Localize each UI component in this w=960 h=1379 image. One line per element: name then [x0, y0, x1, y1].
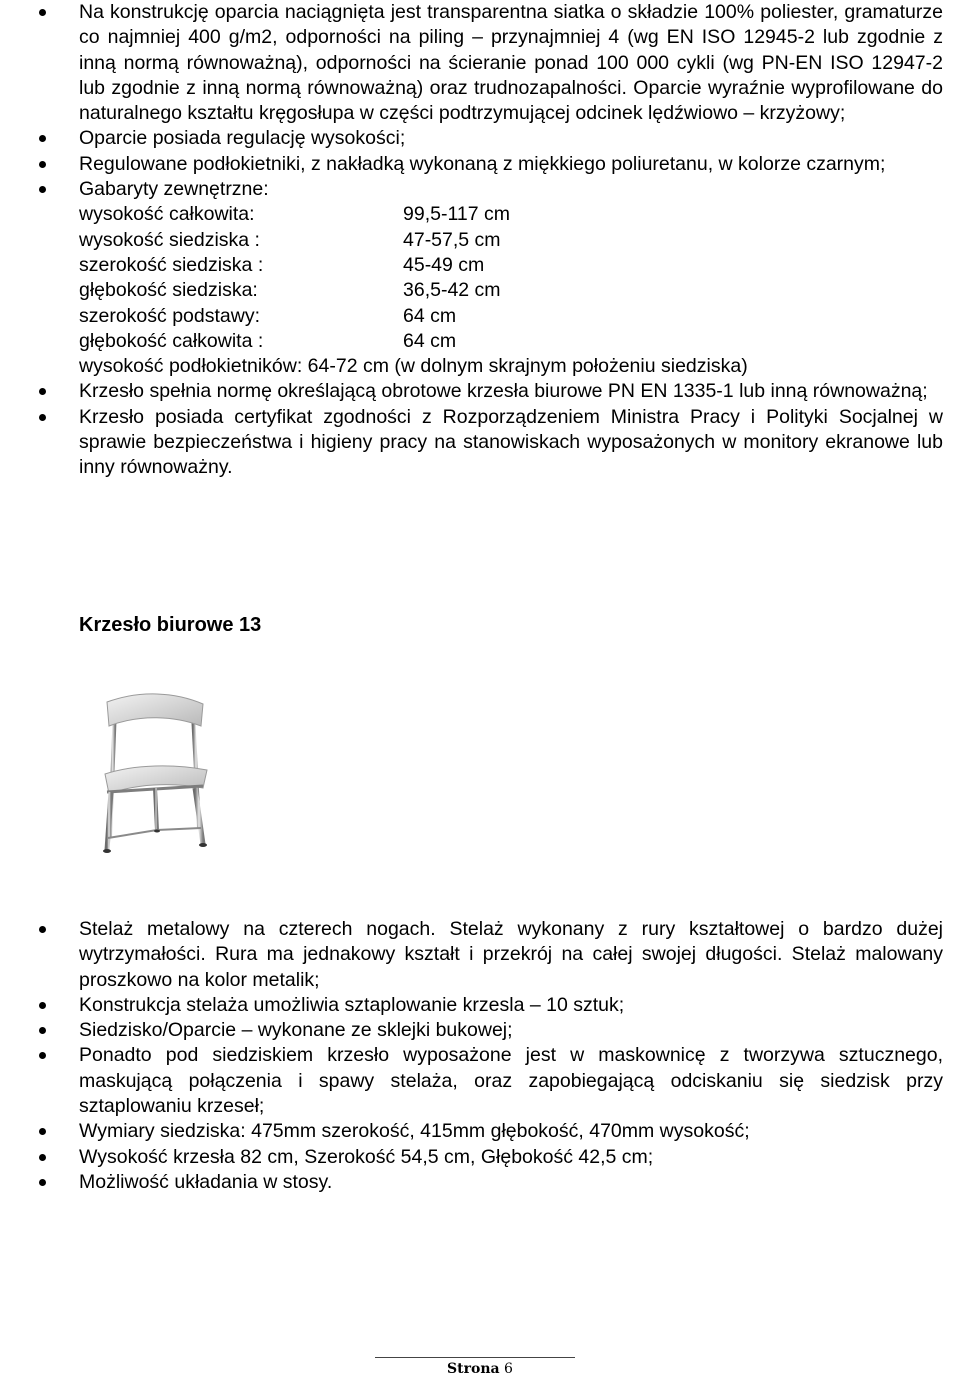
list-item: Ponadto pod siedziskiem krzesło wyposażone jest w maskownicę z tworzywa sztucznego, maskującą połączenia i spawy stelaża, oraz zapobiegającą odciskaniu się siedzisk przy sztaplowaniu krzeseł; — [79, 1043, 943, 1119]
spec-list-chair-12 — [79, 0, 943, 481]
list-item: Wymiary siedziska: 475mm szerokość, 415mm głębokość, 470mm wysokość; — [79, 1119, 943, 1144]
dimension-value: 64 cm — [403, 304, 457, 327]
page-label: Strona — [447, 1361, 500, 1377]
dimension-label: szerokość siedziska : — [79, 253, 264, 276]
dimension-value: 45-49 cm — [403, 253, 485, 276]
page-number: 6 — [504, 1361, 513, 1377]
table-row — [79, 253, 943, 278]
spec-list-chair-13 — [79, 917, 943, 1195]
dimension-label: szerokość podstawy: — [79, 304, 260, 327]
chair-illustration — [95, 688, 215, 858]
dimension-label: wysokość siedziska : — [79, 228, 260, 251]
dimension-label: głębokość siedziska: — [79, 279, 258, 302]
table-row — [79, 228, 943, 253]
list-item: Na konstrukcję oparcia naciągnięta jest transparentna siatka o składzie 100% poliester, gramaturze co najmniej 400 g/m2, odporności na piling – przynajmniej 4 (wg EN ISO 12945-2 lub zgodnie z inną normą równoważną), odporności na ścieranie ponad 100 000 cykli (wg PN-EN ISO 12947-2 lub zgodnie z inną normą równoważną) oraz trudnozapalności. Oparcie wyraźnie wyprofilowane do naturalnego kształtu kręgosłupa w części podtrzymującej odcinek lędźwiowo – krzyżowy; — [79, 0, 943, 126]
list-item: Konstrukcja stelaża umożliwia sztaplowanie krzesla – 10 sztuk; — [79, 993, 943, 1018]
list-item: Wysokość krzesła 82 cm, Szerokość 54,5 cm, Głębokość 42,5 cm; — [79, 1145, 943, 1170]
dimensions-heading: Gabaryty zewnętrzne: — [79, 178, 269, 201]
table-row — [79, 329, 943, 354]
list-item: Siedzisko/Oparcie – wykonane ze sklejki bukowej; — [79, 1018, 943, 1043]
table-row — [79, 278, 943, 303]
list-item: Krzesło spełnia normę określającą obrotowe krzesła biurowe PN EN 1335-1 lub inną równoważną; — [79, 379, 943, 404]
section-title: Krzesło biurowe 13 — [79, 614, 262, 636]
page-footer — [0, 1361, 960, 1377]
dimension-value: 36,5-42 cm — [403, 279, 501, 302]
dimension-value: 99,5-117 cm — [403, 203, 510, 226]
chair-photo — [95, 688, 215, 858]
list-item: Możliwość układania w stosy. — [79, 1170, 943, 1195]
list-item: Krzesło posiada certyfikat zgodności z Rozporządzeniem Ministra Pracy i Polityki Socjalnej w sprawie bezpieczeństwa i higieny pracy na stanowiskach wyposażonych w monitory ekranowe lub inny równoważny. — [79, 405, 943, 481]
list-item: Oparcie posiada regulację wysokości; — [79, 126, 943, 151]
list-item-dimensions — [79, 177, 943, 379]
footer-divider — [375, 1357, 575, 1358]
table-row — [79, 304, 943, 329]
list-item: Regulowane podłokietniki, z nakładką wykonaną z miękkiego poliuretanu, w kolorze czarnym; — [79, 152, 943, 177]
table-row — [79, 202, 943, 227]
dimension-label: wysokość całkowita: — [79, 203, 255, 226]
dimension-label: głębokość całkowita : — [79, 329, 264, 352]
dimension-value: 47-57,5 cm — [403, 228, 501, 251]
armrest-height: wysokość podłokietników: 64-72 cm (w dolnym skrajnym położeniu siedziska) — [79, 355, 748, 378]
dimensions-table — [79, 202, 943, 354]
dimension-value: 64 cm — [403, 329, 457, 352]
list-item: Stelaż metalowy na czterech nogach. Stelaż wykonany z rury kształtowej o bardzo dużej wytrzymałości. Rura ma jednakowy kształt i przekrój na całej swojej długości. Stelaż malowany proszkowo na kolor metalik; — [79, 917, 943, 993]
